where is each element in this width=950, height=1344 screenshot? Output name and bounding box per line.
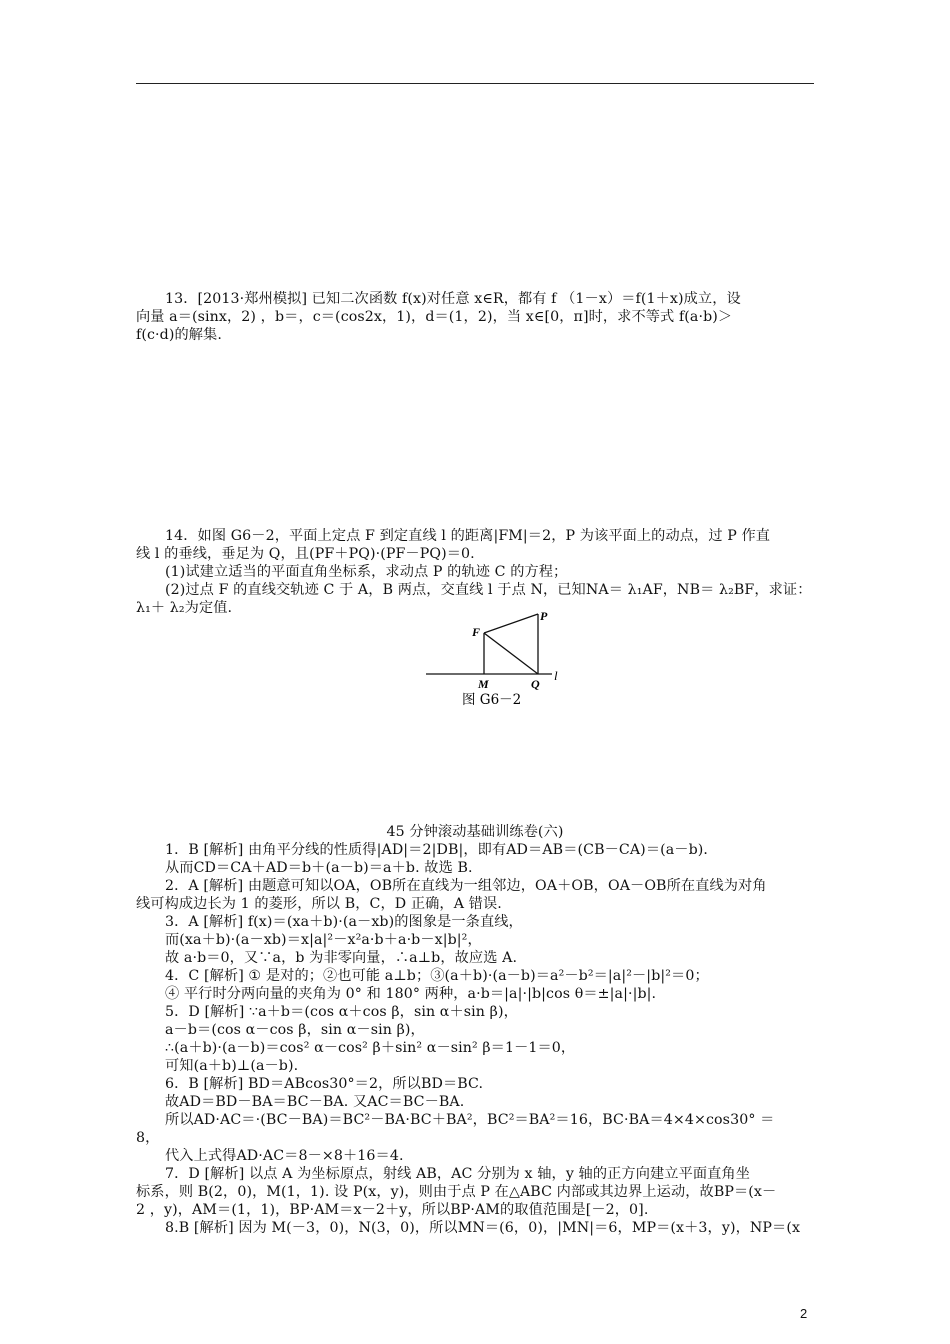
answer-line-7: 故 a·b＝0，又∵a，b 为非零向量，∴a⊥b，故应选 A. <box>165 950 518 966</box>
figure-caption: 图 G6－2 <box>462 692 522 708</box>
answer-line-19: 7．D [解析] 以点 A 为坐标原点，射线 AB，AC 分别为 x 轴，y 轴的正方向建立平面直角坐 <box>165 1166 751 1182</box>
answer-line-8: 4．C [解析] ① 是对的；②也可能 a⊥b；③(a＋b)·(a－b)＝a²－b²＝|a|²－|b|²＝0； <box>165 968 709 984</box>
answers-title: 45 分钟滚动基础训练卷(六) <box>386 824 564 840</box>
label-M: M <box>478 677 489 691</box>
answer-line-11: a－b＝(cos α－cos β，sin α－sin β)， <box>165 1022 425 1038</box>
problem-14-part-1: (1)试建立适当的平面直角坐标系，求动点 P 的轨迹 C 的方程； <box>165 564 568 580</box>
segment-FQ <box>484 633 538 674</box>
answer-line-21: 2 ，y)，AM＝(1，1)，BP·AM＝x－2＋y，所以BP·AM的取值范围是[－2，0]. <box>136 1202 649 1218</box>
label-F: F <box>472 625 481 639</box>
label-Q: Q <box>531 677 540 691</box>
answer-line-16: 所以AD·AC＝·(BC－BA)＝BC²－BA·BC＋BA²，BC²＝BA²＝16，BC·BA＝4×4×cos30° ＝ <box>165 1112 775 1128</box>
problem-13-line-2: 向量 a＝(sinx，2) ，b＝，c＝(cos2x，1)，d＝(1，2)，当 x∈[0，π]时，求不等式 f(a·b)＞ <box>136 309 733 325</box>
answer-line-20: 标系，则 B(2，0)，M(1，1). 设 P(x，y)，则由于点 P 在△ABC 内部或其边界上运动，故BP＝(x－ <box>136 1184 777 1200</box>
answer-line-6: 而(xa＋b)·(a－xb)＝x|a|²－x²a·b＋a·b－x|b|²， <box>165 932 482 948</box>
problem-13-line-1: 13．[2013·郑州模拟] 已知二次函数 f(x)对任意 x∈R，都有 f （1－x）＝f(1＋x)成立，设 <box>165 291 741 307</box>
answer-line-10: 5．D [解析] ∵a＋b＝(cos α＋cos β，sin α＋sin β)， <box>165 1004 518 1020</box>
answer-line-5: 3．A [解析] f(x)＝(xa＋b)·(a－xb)的图象是一条直线， <box>165 914 523 930</box>
answer-line-1: 1．B [解析] 由角平分线的性质得|AD|＝2|DB|，即有AD＝AB＝(CB－CA)＝(a－b)． <box>165 842 718 858</box>
figure-g6-2 <box>420 604 580 708</box>
answer-line-2: 从而CD＝CA＋AD＝b＋(a－b)＝a＋b. 故选 B. <box>165 860 473 876</box>
answer-line-18: 代入上式得AD·AC＝8－×8＋16＝4. <box>165 1148 404 1164</box>
problem-14-line-5: λ₁＋ λ₂为定值. <box>136 600 233 616</box>
problem-14-part-2: (2)过点 F 的直线交轨迹 C 于 A，B 两点，交直线 l 于点 N，已知NA＝ λ₁AF，NB＝ λ₂BF，求证： <box>165 582 812 598</box>
problem-14-line-2: 线 l 的垂线，垂足为 Q，且(PF＋PQ)·(PF－PQ)＝0. <box>136 546 475 562</box>
label-P: P <box>540 609 548 623</box>
answer-line-13: 可知(a＋b)⊥(a－b). <box>165 1058 299 1074</box>
label-l: l <box>554 668 558 683</box>
answer-line-4: 线可构成边长为 1 的菱形，所以 B，C，D 正确，A 错误. <box>136 896 502 912</box>
answer-line-14: 6．B [解析] BD＝ABcos30°＝2，所以BD＝BC. <box>165 1076 484 1092</box>
header-rule <box>136 83 814 84</box>
answer-line-3: 2．A [解析] 由题意可知以OA，OB所在直线为一组邻边，OA＋OB，OA－OB所在直线为对角 <box>165 878 767 894</box>
segment-FP <box>484 614 538 633</box>
problem-13-line-3: f(c·d)的解集. <box>136 327 222 343</box>
answer-line-17: 8， <box>136 1130 160 1146</box>
problem-14-line-1: 14．如图 G6－2，平面上定点 F 到定直线 l 的距离|FM|＝2，P 为该平面上的动点，过 P 作直 <box>165 528 771 544</box>
answer-line-9: ④ 平行时分两向量的夹角为 0° 和 180° 两种，a·b＝|a|·|b|cos θ＝±|a|·|b|. <box>165 986 657 1002</box>
answer-line-15: 故AD＝BD－BA＝BC－BA. 又AC＝BC－BA. <box>165 1094 465 1110</box>
answer-line-22: 8.B [解析] 因为 M(－3，0)，N(3，0)，所以MN＝(6，0)，|MN|＝6，MP＝(x＋3，y)，NP＝(x <box>165 1220 801 1236</box>
page-number: 2 <box>800 1306 808 1321</box>
answer-line-12: ∴(a＋b)·(a－b)＝cos² α－cos² β＋sin² α－sin² β＝1－1＝0， <box>165 1040 576 1056</box>
